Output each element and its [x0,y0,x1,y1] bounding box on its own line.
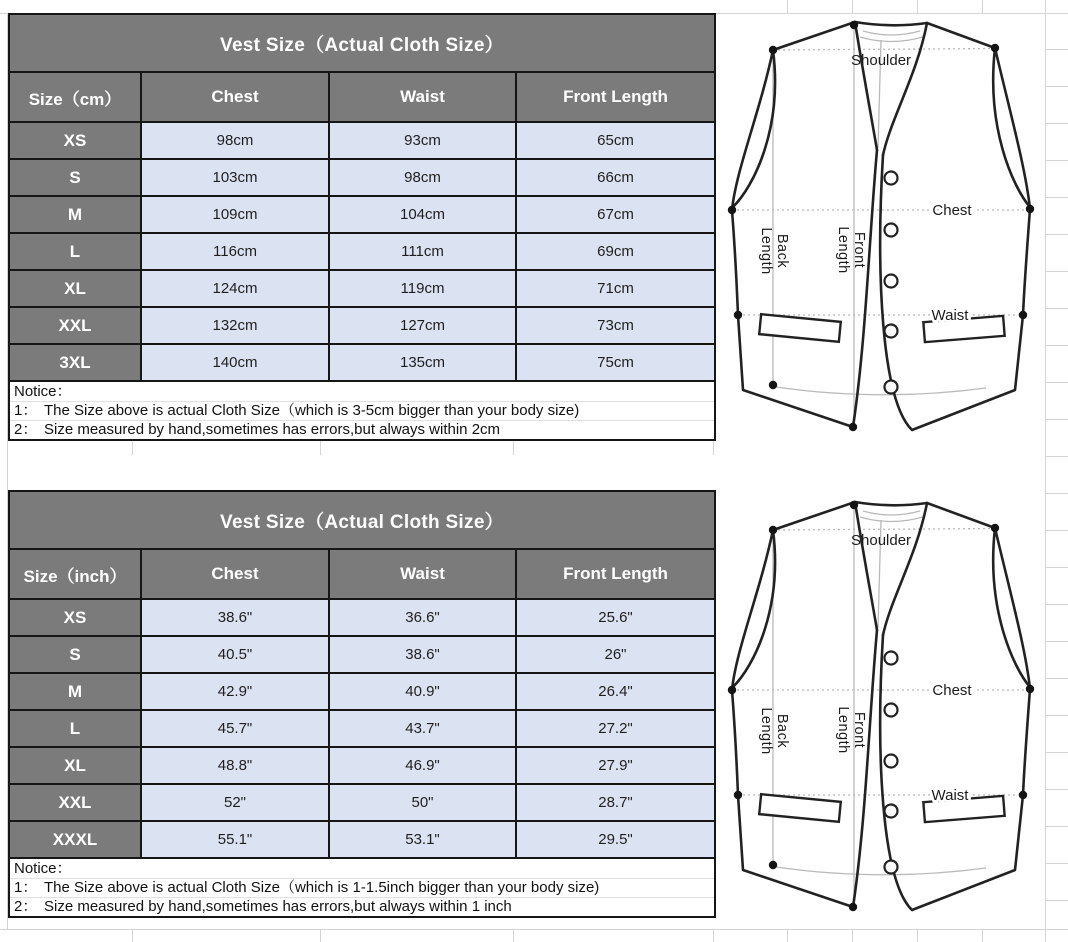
notice-item-number: 2： [14,421,38,438]
waist-value: 36.6" [328,598,515,635]
waist-value: 98cm [328,158,515,195]
front-length-label: Front [851,711,867,749]
spreadsheet-column-tick [513,441,514,455]
col-header-chest: Chest [140,548,328,598]
front-length-label: Length [835,706,851,754]
shoulder-label: Shoulder [851,52,912,69]
col-header-size: Size（cm） [10,71,140,121]
col-header-size: Size（inch） [10,548,140,598]
front-length-label: Front [851,231,867,269]
spreadsheet-column-tick [132,441,133,455]
spreadsheet-column-tick [713,929,714,942]
spreadsheet-column-tick [132,929,133,942]
chest-label: Chest [932,682,972,699]
notice-item-text: The Size above is actual Cloth Size（which is 1-1.5inch bigger than your body size) [44,879,600,896]
notice-box-cm [8,380,716,441]
waist-value: 50" [328,783,515,820]
chest-value: 140cm [140,343,328,380]
size-table-inch [8,490,716,859]
chest-value: 132cm [140,306,328,343]
size-label: L [10,709,140,746]
waist-value: 119cm [328,269,515,306]
spreadsheet-column-tick [513,929,514,942]
chest-value: 52" [140,783,328,820]
chest-value: 109cm [140,195,328,232]
front-length-value: 27.2" [515,709,714,746]
col-header-waist: Waist [328,71,515,121]
diagram-labels [758,532,972,804]
front-length-label: Length [835,226,851,274]
size-table-cm [8,13,716,382]
waist-label: Waist [931,787,969,804]
chest-value: 45.7" [140,709,328,746]
waist-value: 93cm [328,121,515,158]
col-header-front-length: Front Length [515,548,714,598]
notice-item-number: 2： [14,898,38,915]
spreadsheet-column-tick [320,929,321,942]
size-label: 3XL [10,343,140,380]
size-label: S [10,635,140,672]
back-length-label: Back [774,713,790,749]
front-length-value: 75cm [515,343,714,380]
front-length-value: 26.4" [515,672,714,709]
front-length-value: 25.6" [515,598,714,635]
back-length-label: Length [758,707,774,755]
spreadsheet-column-tick [982,929,983,942]
notice-box-inch [8,857,716,918]
diagram-labels [758,52,972,324]
chest-label: Chest [932,202,972,219]
waist-value: 104cm [328,195,515,232]
table-title: Vest Size（Actual Cloth Size） [10,492,714,548]
waist-value: 43.7" [328,709,515,746]
vest-measurement-diagram [720,0,1042,445]
chest-value: 40.5" [140,635,328,672]
size-label: XL [10,269,140,306]
back-length-label: Length [758,227,774,275]
spreadsheet-gridline [0,929,1068,930]
front-length-value: 28.7" [515,783,714,820]
col-header-chest: Chest [140,71,328,121]
table-title: Vest Size（Actual Cloth Size） [10,15,714,71]
waist-value: 46.9" [328,746,515,783]
size-label: XS [10,598,140,635]
front-length-value: 66cm [515,158,714,195]
notice-heading: Notice： [10,859,714,879]
size-label: XXL [10,783,140,820]
front-length-value: 67cm [515,195,714,232]
back-length-label: Back [774,233,790,269]
size-label: XXXL [10,820,140,857]
size-label: M [10,672,140,709]
notice-item-text: The Size above is actual Cloth Size（which is 3-5cm bigger than your body size) [44,402,580,419]
notice-item-text: Size measured by hand,sometimes has errors,but always within 1 inch [44,898,512,915]
front-length-value: 29.5" [515,820,714,857]
vest-outline [732,502,1030,910]
front-length-value: 27.9" [515,746,714,783]
size-label: XXL [10,306,140,343]
chest-value: 98cm [140,121,328,158]
waist-value: 38.6" [328,635,515,672]
spreadsheet-column-tick [320,441,321,455]
front-length-value: 71cm [515,269,714,306]
front-length-value: 69cm [515,232,714,269]
col-header-front-length: Front Length [515,71,714,121]
col-header-waist: Waist [328,548,515,598]
front-length-value: 26" [515,635,714,672]
vest-measurement-diagram [720,480,1042,925]
size-label: XS [10,121,140,158]
spreadsheet-column-tick [713,441,714,455]
chest-value: 42.9" [140,672,328,709]
front-length-value: 65cm [515,121,714,158]
chest-value: 103cm [140,158,328,195]
waist-value: 53.1" [328,820,515,857]
waist-value: 135cm [328,343,515,380]
shoulder-label: Shoulder [851,532,912,549]
waist-value: 40.9" [328,672,515,709]
waist-value: 127cm [328,306,515,343]
spreadsheet-column-tick [787,929,788,942]
spreadsheet-column-tick [852,929,853,942]
waist-value: 111cm [328,232,515,269]
spreadsheet-column-tick [917,929,918,942]
notice-item-text: Size measured by hand,sometimes has errors,but always within 2cm [44,421,501,438]
notice-item-number: 1： [14,402,38,419]
spreadsheet-row-ticks [1046,13,1068,929]
size-label: S [10,158,140,195]
notice-heading: Notice： [10,382,714,402]
size-label: XL [10,746,140,783]
chest-value: 55.1" [140,820,328,857]
size-label: M [10,195,140,232]
notice-item-number: 1： [14,879,38,896]
size-label: L [10,232,140,269]
waist-label: Waist [931,307,969,324]
chest-value: 124cm [140,269,328,306]
chest-value: 38.6" [140,598,328,635]
chest-value: 116cm [140,232,328,269]
vest-outline [732,22,1030,430]
front-length-value: 73cm [515,306,714,343]
chest-value: 48.8" [140,746,328,783]
